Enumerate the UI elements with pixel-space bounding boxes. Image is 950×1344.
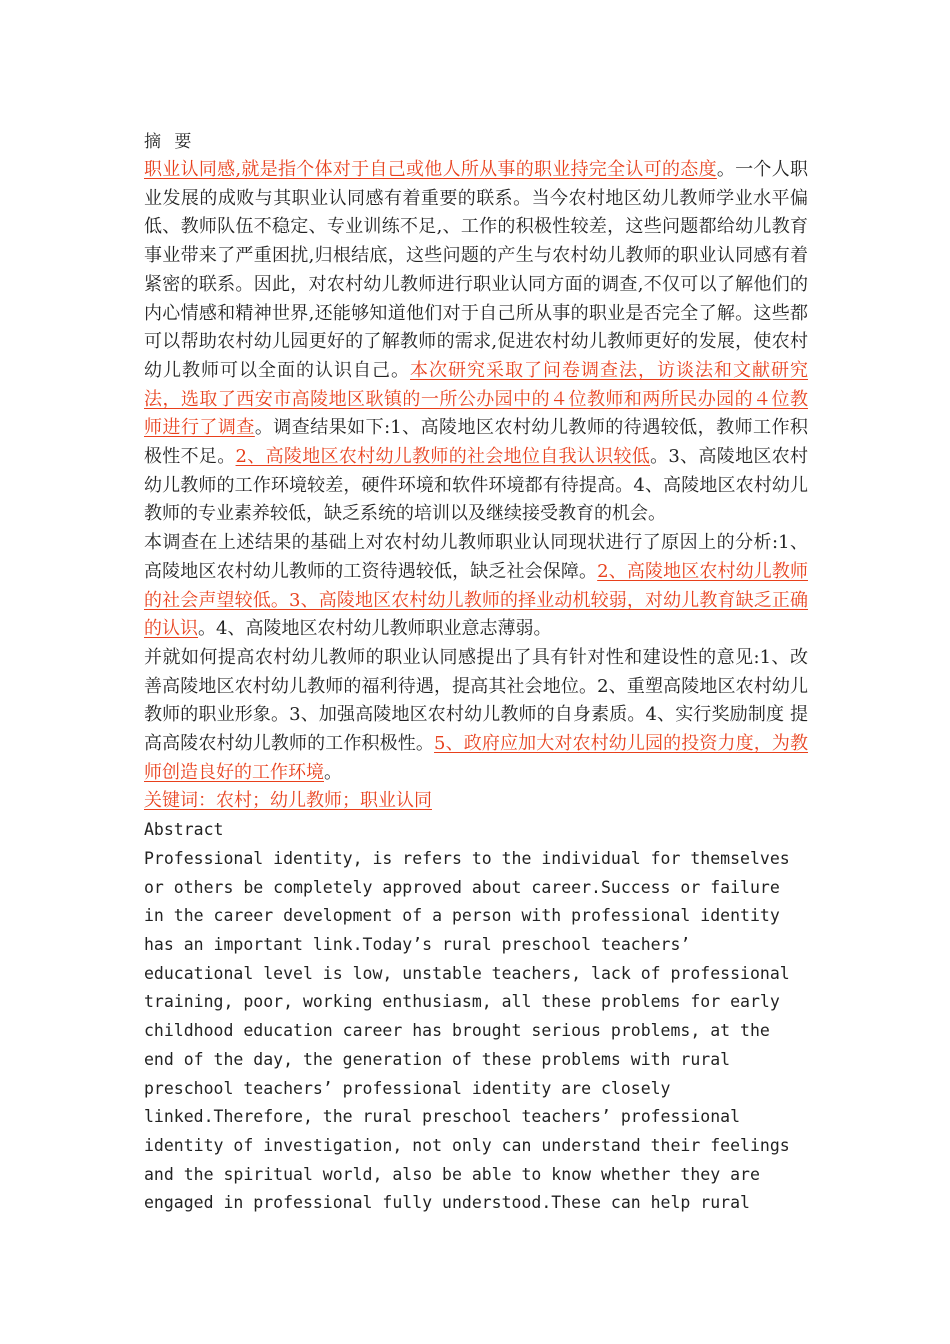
- highlighted-method: 本次研究采取了问卷调查法，访谈法和文献研究法，选取了西安市高陵地区耿镇的一所公办园中的４位教师和两所民办园的４位教师进行了调查: [144, 359, 808, 439]
- zh-paragraph-1: [144, 156, 808, 529]
- highlighted-analysis: 2、高陵地区农村幼儿教师的社会声望较低。3、高陵地区农村幼儿教师的择业动机较弱，对幼儿教育缺乏正确的认识: [144, 560, 808, 640]
- analysis-end-text: 。4、高陵地区农村幼儿教师职业意志薄弱。: [198, 618, 552, 640]
- highlighted-suggestion-5: 5、政府应加大对农村幼儿园的投资力度，为教师创造良好的工作环境: [144, 733, 809, 783]
- keywords-line: [144, 787, 808, 816]
- en-abstract-title: Abstract: [144, 820, 224, 840]
- suggestions-end-text: 。: [324, 761, 342, 783]
- zh-paragraph-2: [144, 529, 808, 644]
- results-remaining-text: 。3、高陵地区农村幼儿教师的工作环境较差，硬件环境和软件环境都有待提高。4、高陵地区农村幼儿教师的专业素养较低，缺乏系统的培训以及继续接受教育的机会。: [144, 446, 809, 525]
- keywords: 关键词：农村；幼儿教师；职业认同: [144, 790, 432, 812]
- zh-paragraph-3: [144, 644, 808, 788]
- analysis-text: 本调查在上述结果的基础上对农村幼儿教师职业认同现状进行了原因上的分析:1、高陵地区农村幼儿教师的工资待遇较低，缺乏社会保障。: [144, 532, 808, 582]
- paragraph-1-text: 。一个人职业发展的成败与其职业认同感有着重要的联系。当今农村地区幼儿教师学业水平偏低、教师队伍不稳定、专业训练不足,、工作的积极性较差，这些问题都给幼儿教育事业带来了严重困扰,归根结底，这些问题的产生与农村幼儿教师的职业认同感有着紧密的联系。因此，对农村幼儿教师进行职业认同方面的调查,不仅可以了解他们的内心情感和精神世界,还能够知道他们对于自己所从事的职业是否完全了解。这些都可以帮助农村幼儿园更好的了解教师的需求,促进农村幼儿教师更好的发展，使农村幼儿教师可以全面的认识自己。: [144, 159, 809, 381]
- highlighted-definition: 职业认同感,就是指个体对于自己或他人所从事的职业持完全认可的态度: [144, 159, 717, 180]
- en-abstract-text: Professional identity, is refers to the individual for themselves or others be completely approved about career.Success or failure in the career development of a person with professional identity has an important link.Today’s rural preschool teachers’ educational level is low, unstable teachers, lack of professional training, poor, working enthusiasm, all these problems for early childhood education career has brought serious problems, at the end of the day, the generation of these problems with rural preschool teachers’ professional identity are closely linked.Therefore, the rural preschool teachers’ professional identity of investigation, not only can understand their feelings and the spiritual world, also be able to know whether they are engaged in professional fully understood.These can help rural: [144, 848, 790, 1213]
- highlighted-result-2: 2、高陵地区农村幼儿教师的社会地位自我认识较低: [235, 446, 651, 468]
- survey-results-text: 。调查结果如下:1、高陵地区农村幼儿教师的待遇较低，教师工作积极性不足。: [144, 417, 809, 468]
- suggestions-text: 并就如何提高农村幼儿教师的职业认同感提出了具有针对性和建设性的意见:1、改善高陵地区农村幼儿教师的福利待遇，提高其社会地位。2、重塑高陵地区农村幼儿教师的职业形象。3、加强高陵地区农村幼儿教师的自身素质。4、实行奖励制度 提高高陵农村幼儿教师的工作积极性。: [144, 646, 808, 755]
- zh-abstract-title: 摘 要: [144, 132, 196, 152]
- abstract-content: [144, 128, 808, 1218]
